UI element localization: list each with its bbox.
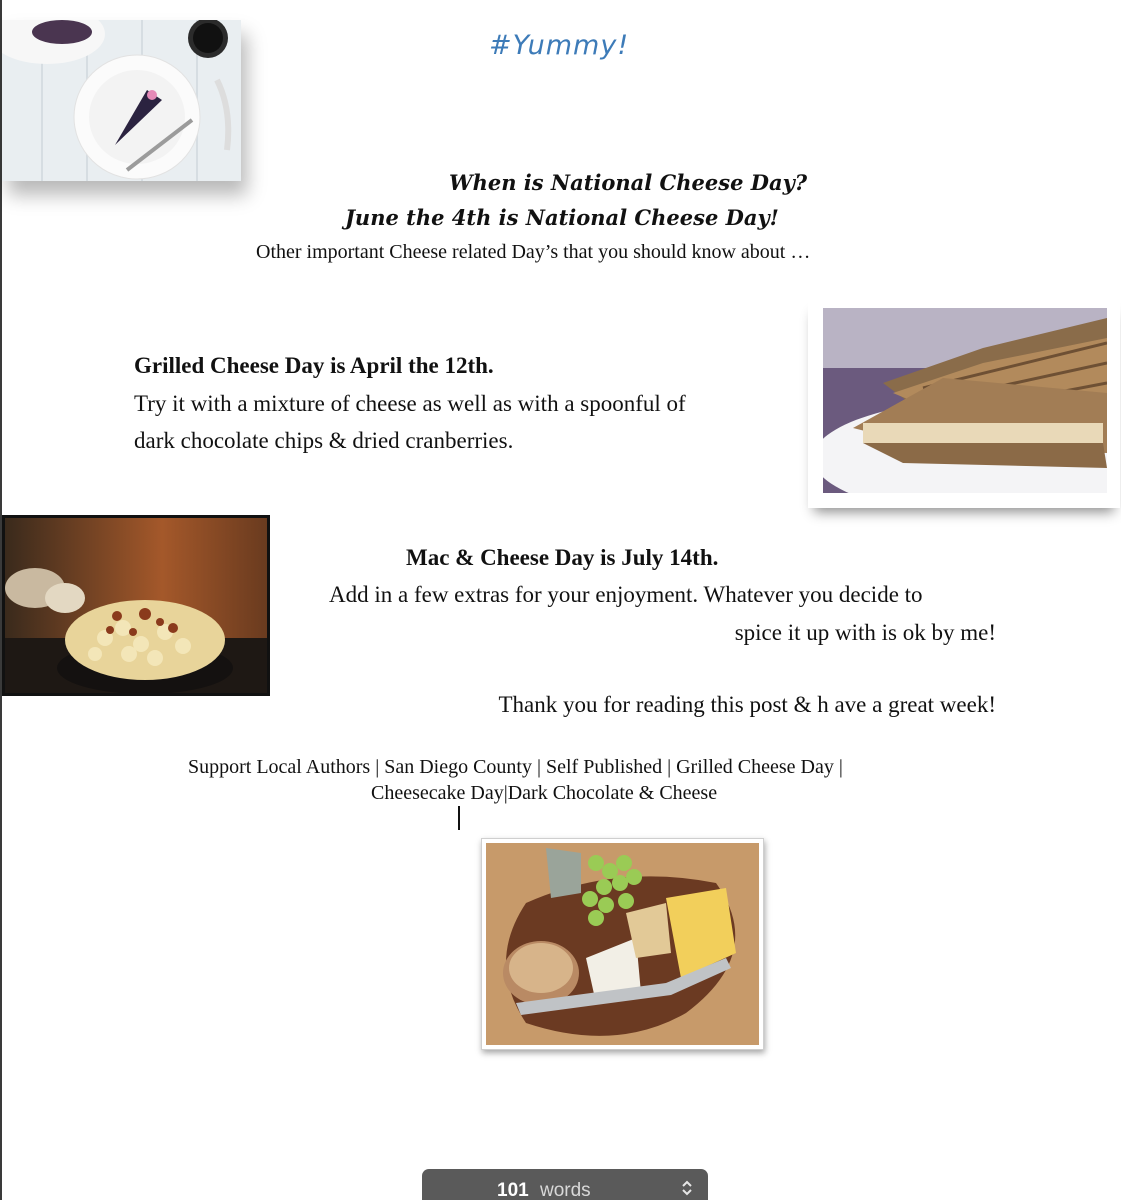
- cheesecake-image: [2, 20, 241, 181]
- grilled-cheese-text-line2: dark chocolate chips & dried cranberries.: [134, 428, 514, 453]
- mac-and-cheese-text-line1: Add in a few extras for your enjoyment. Whatever you decide to: [329, 582, 923, 607]
- national-cheese-day-answer: June the 4th is National Cheese Day!: [345, 205, 779, 230]
- mac-and-cheese-heading: Mac & Cheese Day is July 14th.: [406, 545, 719, 570]
- cheese-board-photo[interactable]: [481, 838, 764, 1050]
- tags-line1: Support Local Authors | San Diego County | Self Published | Grilled Cheese Day |: [188, 756, 843, 778]
- mac-and-cheese-image: [5, 518, 267, 693]
- sandwich-photo[interactable]: [808, 298, 1120, 508]
- sandwich-image: [823, 308, 1107, 493]
- word-count-label: words: [540, 1180, 591, 1200]
- cheese-board-image: [486, 843, 759, 1045]
- grilled-cheese-text-line1: Try it with a mixture of cheese as well as with a spoonful of: [134, 391, 686, 416]
- grilled-cheese-heading: Grilled Cheese Day is April the 12th.: [134, 353, 494, 378]
- chevron-up-down-icon[interactable]: [680, 1177, 694, 1199]
- mac-and-cheese-text-line2: spice it up with is ok by me!: [734, 620, 996, 645]
- text-cursor: [458, 806, 460, 830]
- word-count-indicator[interactable]: [422, 1169, 708, 1200]
- tags-line2: Cheesecake Day|Dark Chocolate & Cheese: [371, 782, 718, 804]
- national-cheese-day-question: When is National Cheese Day?: [449, 170, 808, 195]
- yummy-tagline: #Yummy!: [489, 30, 630, 61]
- word-count-number: 101: [497, 1180, 529, 1200]
- closing-thanks: Thank you for reading this post & h ave a great week!: [498, 692, 996, 717]
- intro-subtitle: Other important Cheese related Day’s that you should know about …: [256, 241, 811, 263]
- cheesecake-photo[interactable]: [2, 20, 241, 181]
- mac-and-cheese-photo[interactable]: [2, 515, 270, 696]
